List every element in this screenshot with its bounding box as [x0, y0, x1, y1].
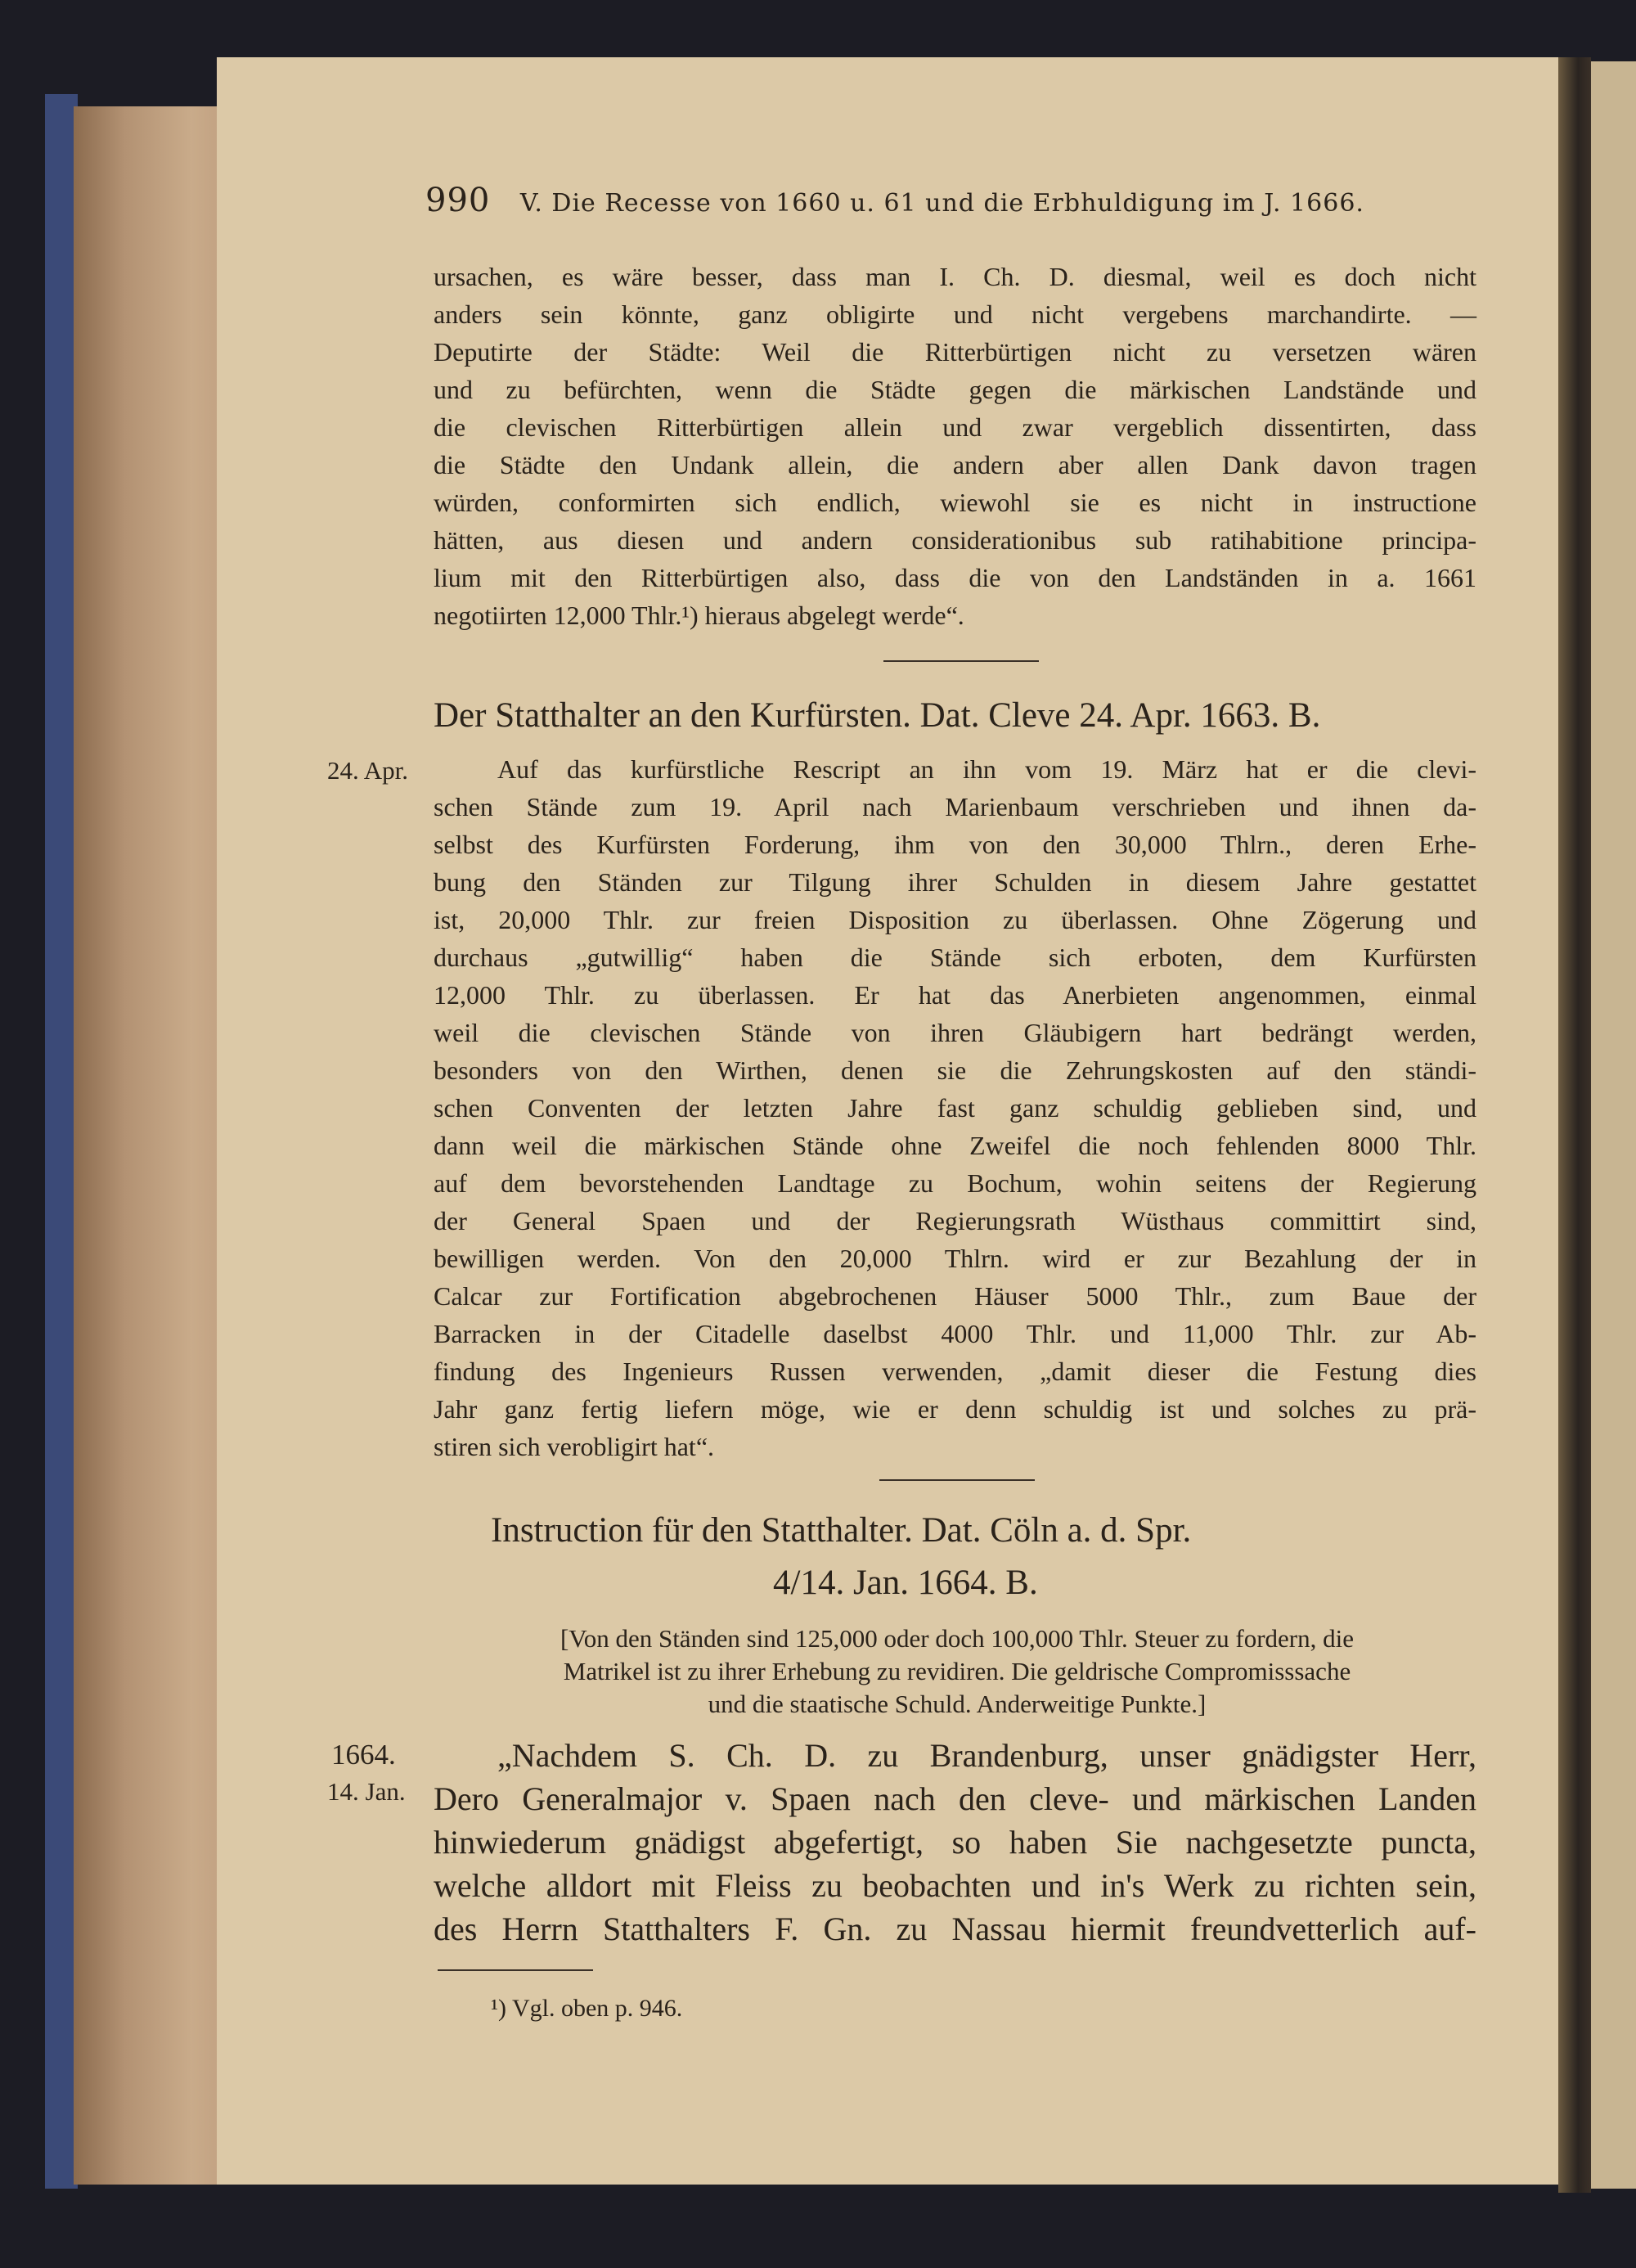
text-line: „Nachdem S. Ch. D. zu Brandenburg, unser gnädigster Herr, — [497, 1737, 1476, 1774]
text-line: Calcar zur Fortification abgebrochenen Häuser 5000 Thlr., zum Baue der — [434, 1281, 1476, 1311]
text-line: stiren sich verobligirt hat“. — [434, 1432, 715, 1461]
editorial-summary-line: [Von den Ständen sind 125,000 oder doch 100,000 Thlr. Steuer zu fordern, die — [560, 1624, 1355, 1653]
text-line: bung den Ständen zur Tilgung ihrer Schulden in diesem Jahre gestattet — [434, 867, 1476, 897]
text-line: die Städte den Undank allein, die andern aber allen Dank davon tragen — [434, 450, 1476, 479]
text-line: selbst des Kurfürsten Forderung, ihm von den 30,000 Thlrn., deren Erhe- — [434, 830, 1476, 859]
text-line: findung des Ingenieurs Russen verwenden, „damit dieser die Festung dies — [434, 1357, 1476, 1386]
text-line: lium mit den Ritterbürtigen also, dass die von den Landständen in a. 1661 — [434, 563, 1476, 592]
text-line: hätten, aus diesen und andern considerationibus sub ratihabitione principa- — [434, 525, 1476, 555]
footnote: ¹) Vgl. oben p. 946. — [491, 1995, 683, 2022]
margin-date: 24. Apr. — [327, 756, 409, 785]
text-line: schen Stände zum 19. April nach Marienbaum verschrieben und ihnen da- — [434, 792, 1476, 821]
section-title: Der Statthalter an den Kurfürsten. Dat. Cleve 24. Apr. 1663. B. — [434, 696, 1321, 735]
text-line: und zu befürchten, wenn die Städte gegen die märkischen Landstände und — [434, 375, 1476, 404]
section-title-line2: 4/14. Jan. 1664. B. — [773, 1564, 1038, 1602]
text-line: hinwiederum gnädigst abgefertigt, so haben Sie nachgesetzte puncta, — [434, 1824, 1476, 1861]
binding-edge — [45, 94, 78, 2189]
text-line: Deputirte der Städte: Weil die Ritterbürtigen nicht zu versetzen wären — [434, 337, 1476, 367]
text-line: Jahr ganz fertig liefern möge, wie er denn schuldig ist und solches zu prä- — [434, 1394, 1476, 1424]
section-title-line1: Instruction für den Statthalter. Dat. Cöln a. d. Spr. — [491, 1511, 1192, 1550]
text-line: Barracken in der Citadelle daselbst 4000 Thlr. und 11,000 Thlr. zur Ab- — [434, 1319, 1476, 1348]
text-line: dann weil die märkischen Stände ohne Zweifel die noch fehlenden 8000 Thlr. — [434, 1131, 1476, 1160]
footnote-rule — [438, 1969, 593, 1971]
text-line: der General Spaen und der Regierungsrath Wüsthaus committirt sind, — [434, 1206, 1476, 1235]
text-line: auf dem bevorstehenden Landtage zu Bochum, wohin seitens der Regierung — [434, 1168, 1476, 1198]
text-line: bewilligen werden. Von den 20,000 Thlrn. wird er zur Bezahlung der in — [434, 1244, 1476, 1273]
section-divider — [879, 1479, 1035, 1481]
text-line: welche alldort mit Fleiss zu beobachten und in's Werk zu richten sein, — [434, 1867, 1476, 1904]
text-line: anders sein könnte, ganz obligirte und nicht vergebens marchandirte. — — [434, 299, 1476, 329]
running-header — [425, 182, 1407, 219]
text-line: weil die clevischen Stände von ihren Gläubigern hart bedrängt werden, — [434, 1018, 1476, 1047]
page-number: 990 — [425, 182, 491, 219]
text-line: des Herrn Statthalters F. Gn. zu Nassau hiermit freundvetterlich auf- — [434, 1910, 1476, 1947]
running-title: V. Die Recesse von 1660 u. 61 und die Erbhuldigung im J. 1666. — [519, 189, 1364, 218]
text-line: ist, 20,000 Thlr. zur freien Disposition zu überlassen. Ohne Zögerung und — [434, 905, 1476, 934]
book-gutter — [1558, 57, 1591, 2193]
editorial-summary-line: Matrikel ist zu ihrer Erhebung zu revidiren. Die geldrische Compromisssache — [563, 1657, 1351, 1685]
text-line: ursachen, es wäre besser, dass man I. Ch. D. diesmal, weil es doch nicht — [434, 262, 1476, 291]
margin-year: 1664. — [331, 1739, 396, 1771]
text-line: durchaus „gutwillig“ haben die Stände sich erboten, dem Kurfürsten — [434, 943, 1476, 972]
editorial-summary-line: und die staatische Schuld. Anderweitige Punkte.] — [708, 1690, 1207, 1718]
text-line: besonders von den Wirthen, denen sie die Zehrungskosten auf den ständi- — [434, 1055, 1476, 1085]
text-line: Dero Generalmajor v. Spaen nach den cleve- und märkischen Landen — [434, 1780, 1476, 1817]
text-line: würden, conformirten sich endlich, wiewohl sie es nicht in instructione — [434, 488, 1476, 517]
text-line: Auf das kurfürstliche Rescript an ihn vom 19. März hat er die clevi- — [497, 754, 1476, 784]
text-line: 12,000 Thlr. zu überlassen. Er hat das Anerbieten angenommen, einmal — [434, 980, 1476, 1010]
margin-date: 14. Jan. — [327, 1777, 406, 1806]
text-line: negotiirten 12,000 Thlr.¹) hieraus abgelegt werde“. — [434, 601, 964, 630]
page-stack-edge — [74, 106, 221, 2185]
text-line: die clevischen Ritterbürtigen allein und zwar vergeblich dissentirten, dass — [434, 412, 1476, 442]
text-line: schen Conventen der letzten Jahre fast ganz schuldig geblieben sind, und — [434, 1093, 1476, 1123]
section-divider — [883, 660, 1039, 662]
